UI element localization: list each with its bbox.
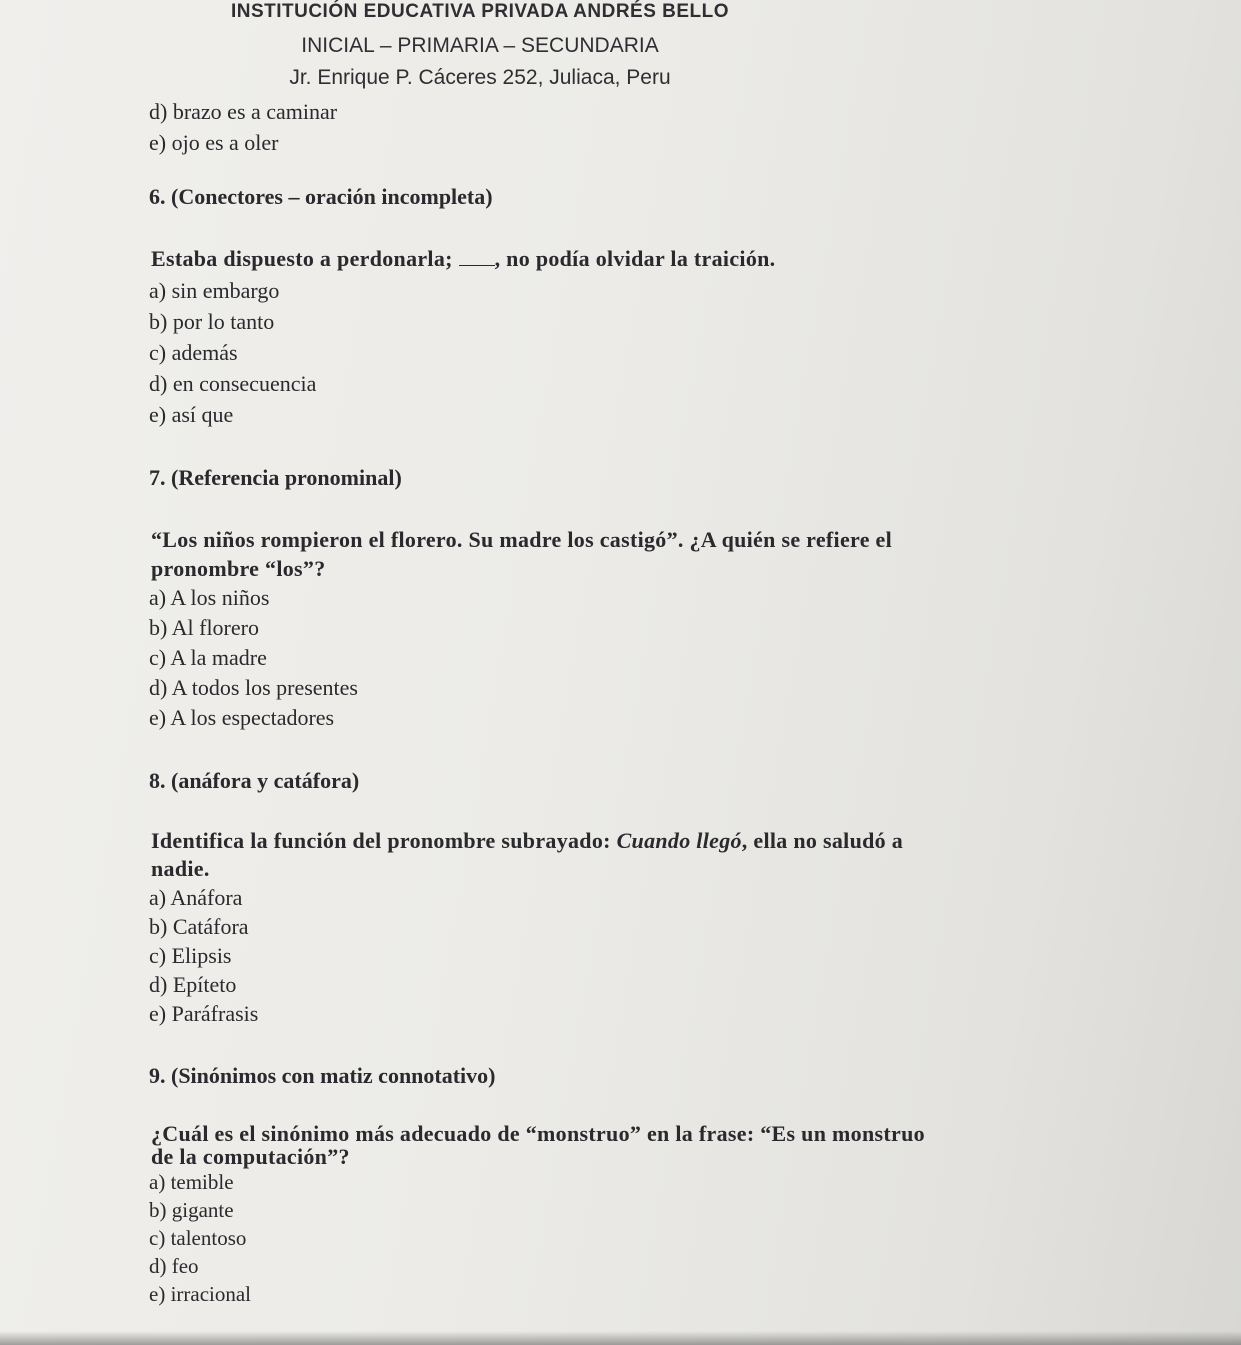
option-9-e: e) irracional	[149, 1282, 252, 1306]
question-8-options	[147, 883, 1037, 1028]
question-8-stem-line2: nadie.	[151, 856, 210, 881]
option-9-c: c) talentoso	[149, 1226, 247, 1250]
question-6-stem-before: Estaba dispuesto a perdonarla;	[151, 246, 459, 271]
question-7-title: 7. (Referencia pronominal)	[149, 465, 402, 490]
option-6-b: b) por lo tanto	[149, 309, 275, 334]
option-7-c: c) A la madre	[149, 645, 267, 670]
question-8-stem-after: , ella no saludó a	[741, 828, 904, 853]
question-6-stem-after: , no podía olvidar la traición.	[494, 246, 776, 271]
option-5-e: e) ojo es a oler	[149, 130, 279, 155]
option-8-a: a) Anáfora	[149, 885, 243, 910]
option-9-a: a) temible	[149, 1170, 234, 1194]
question-9-title: 9. (Sinónimos con matiz connotativo)	[149, 1063, 496, 1088]
option-8-b: b) Catáfora	[149, 914, 249, 939]
question-8-italic-fragment: Cuando llegó	[616, 828, 742, 853]
school-name: INSTITUCIÓN EDUCATIVA PRIVADA ANDRÉS BELLO	[230, 1, 730, 22]
option-6-d: d) en consecuencia	[149, 371, 317, 396]
document-header	[0, 0, 960, 90]
option-8-c: c) Elipsis	[149, 943, 232, 968]
school-levels: INICIAL – PRIMARIA – SECUNDARIA	[301, 34, 659, 57]
question-7-options	[147, 583, 1037, 733]
option-7-a: a) A los niños	[149, 585, 270, 610]
question-5-options	[147, 96, 1037, 158]
question-6-stem	[147, 245, 1037, 273]
page-bottom-edge	[0, 1331, 1241, 1345]
question-7-stem-line2: pronombre “los”?	[151, 556, 326, 581]
question-9-stem-line2: de la computación”?	[151, 1144, 350, 1169]
option-9-b: b) gigante	[149, 1198, 234, 1222]
option-7-b: b) Al florero	[149, 615, 259, 640]
question-6-title: 6. (Conectores – oración incompleta)	[149, 184, 493, 209]
option-5-d: d) brazo es a caminar	[149, 99, 338, 124]
option-6-c: c) además	[149, 340, 238, 365]
question-8-title: 8. (anáfora y catáfora)	[149, 768, 360, 793]
answer-blank	[459, 249, 495, 266]
option-7-e: e) A los espectadores	[149, 705, 335, 730]
option-8-d: d) Epíteto	[149, 972, 237, 997]
option-6-a: a) sin embargo	[149, 278, 280, 303]
school-address: Jr. Enrique P. Cáceres 252, Juliaca, Peru	[289, 66, 671, 89]
option-6-e: e) así que	[149, 402, 234, 427]
question-8-stem-before: Identifica la función del pronombre subrayado:	[151, 828, 617, 853]
question-9-options	[147, 1168, 1037, 1308]
option-8-e: e) Paráfrasis	[149, 1001, 259, 1026]
exam-content	[147, 96, 1037, 1308]
option-9-d: d) feo	[149, 1254, 199, 1278]
question-9-stem-line1: ¿Cuál es el sinónimo más adecuado de “monstruo” en la frase: “Es un monstruo	[151, 1121, 925, 1146]
question-8-stem-line1	[147, 827, 1037, 855]
question-6-options	[147, 275, 1037, 430]
question-7-stem-line1: “Los niños rompieron el florero. Su madre los castigó”. ¿A quién se refiere el	[151, 527, 893, 552]
option-7-d: d) A todos los presentes	[149, 675, 358, 700]
